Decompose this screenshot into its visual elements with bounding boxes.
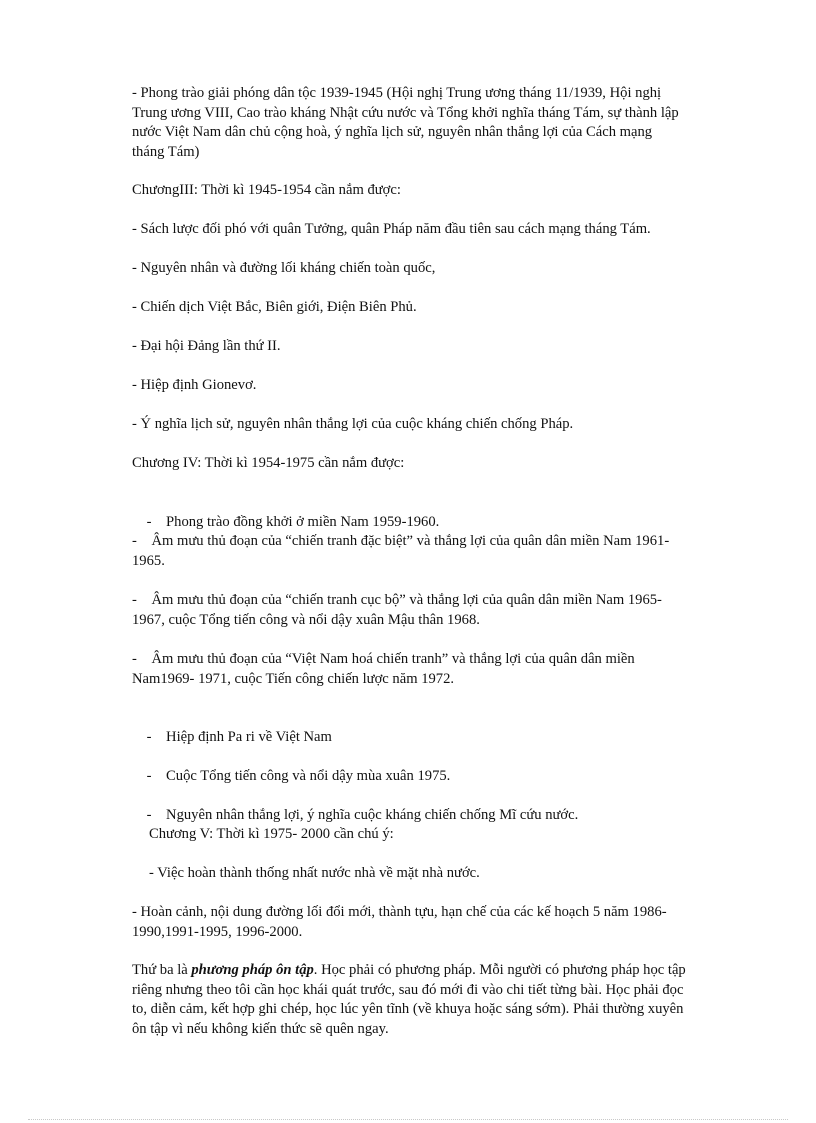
list-item: - Âm mưu thủ đoạn của “chiến tranh đặc biệt” và thắng lợi của quân dân miền Nam 1961- 1965. [132,533,670,569]
list-item: - Âm mưu thủ đoạn của “Việt Nam hoá chiến tranh” và thắng lợi của quân dân miền Nam1969- 1971, cuộc Tiến công chiến lược năm 1972. [132,651,635,687]
list-item: - Phong trào đồng khởi ở miền Nam 1959-1960. [146,513,440,530]
list-item: - Hiệp định Pa ri về Việt Nam [146,728,332,745]
page-bottom-divider [28,1119,788,1120]
list-item: - Việc hoàn thành thống nhất nước nhà về mặt nhà nước. [149,865,480,881]
list-item: - Đại hội Đảng lần thứ II. [132,338,281,354]
chapter-4-heading: Chương IV: Thời kì 1954-1975 cần nắm được: [132,455,405,471]
list-item: - Hoàn cảnh, nội dung đường lối đổi mới, thành tựu, hạn chế của các kế hoạch 5 năm 1986- 1990,1991-1995, 1996-2000. [132,904,667,940]
chapter-5-heading: Chương V: Thời kì 1975- 2000 cần chú ý: [149,826,394,842]
list-item: - Chiến dịch Việt Bắc, Biên giới, Điện Biên Phủ. [132,299,417,315]
paragraph-chapter2-movement: - Phong trào giải phóng dân tộc 1939-1945 (Hội nghị Trung ương tháng 11/1939, Hội nghị Trung ương VIII, Cao trào kháng Nhật cứu nước và Tổng khởi nghĩa tháng Tám, sự thành lập nước Việt Nam dân chủ cộng hoà, ý nghĩa lịch sử, nguyên nhân thắng lợi của Cách mạng tháng Tám) [132,85,679,160]
list-item: - Ý nghĩa lịch sử, nguyên nhân thắng lợi của cuộc kháng chiến chống Pháp. [132,416,574,432]
list-item: - Cuộc Tổng tiến công và nổi dậy mùa xuân 1975. [146,767,451,784]
list-item: - Nguyên nhân thắng lợi, ý nghĩa cuộc kháng chiến chống Mĩ cứu nước. [146,806,579,823]
closing-paragraph: Thứ ba là phương pháp ôn tập. Học phải có phương pháp. Mỗi người có phương pháp học tập riêng nhưng theo tôi cần học khái quát trước, sau đó mới đi vào chi tiết từng bài. Học phải đọc to, diễn cảm, kết hợp ghi chép, học lúc yên tĩnh (về khuya hoặc sáng sớm). Phải thường xuyên ôn tập vì nếu không kiến thức sẽ quên ngay. [132,962,686,1037]
list-item: - Nguyên nhân và đường lối kháng chiến toàn quốc, [132,260,436,276]
emphasis-review-method: phương pháp ôn tập [191,962,314,978]
list-item: - Sách lược đối phó với quân Tưởng, quân Pháp năm đầu tiên sau cách mạng tháng Tám. [132,221,651,237]
list-item: - Âm mưu thủ đoạn của “chiến tranh cục bộ” và thắng lợi của quân dân miền Nam 1965- 1967, cuộc Tổng tiến công và nổi dậy xuân Mậu thân 1968. [132,592,662,628]
chapter-3-heading: ChươngIII: Thời kì 1945-1954 cần nắm được: [132,182,401,198]
list-item: - Hiệp định Gionevơ. [132,377,257,393]
